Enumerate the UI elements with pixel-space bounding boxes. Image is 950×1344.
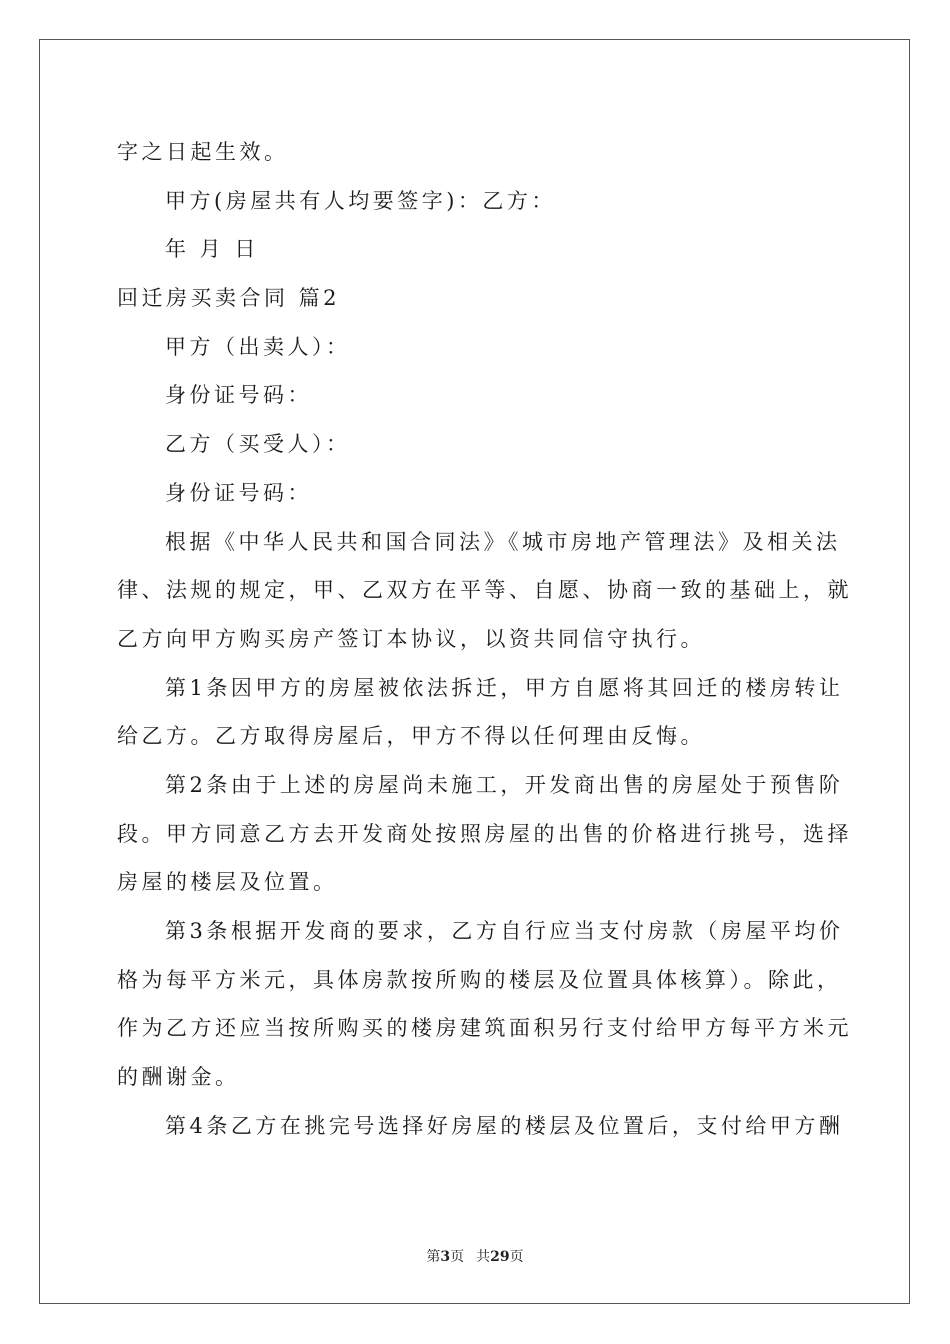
text-line: 字之日起生效。 <box>117 140 289 164</box>
article-3-line: 格为每平方米元，具体房款按所购的楼层及位置具体核算）。除此， <box>117 967 842 992</box>
page-suffix: 页 <box>450 1249 465 1265</box>
article-4-line: 第4条乙方在挑完号选择好房屋的楼层及位置后，支付给甲方酬 <box>165 1113 844 1138</box>
party-b-id-label: 身份证号码： <box>165 480 312 505</box>
party-b-label: 乙方（买受人）： <box>165 432 351 457</box>
paragraph-line: 乙方向甲方购买房产签订本协议，以资共同信守执行。 <box>117 626 705 651</box>
paragraph-line: 律、法规的规定，甲、乙双方在平等、自愿、协商一致的基础上，就 <box>117 578 852 603</box>
article-3-line: 作为乙方还应当按所购买的楼房建筑面积另行支付给甲方每平方米元 <box>117 1016 852 1041</box>
page-footer <box>0 1246 950 1266</box>
article-3-line: 的酬谢金。 <box>117 1065 240 1090</box>
date-line: 年 月 日 <box>165 237 259 262</box>
signature-line: 甲方(房屋共有人均要签字)：乙方： <box>165 188 556 213</box>
page-prefix: 第 <box>426 1249 441 1265</box>
total-suffix: 页 <box>509 1249 524 1265</box>
total-pages: 29 <box>490 1249 510 1265</box>
party-a-id-label: 身份证号码： <box>165 383 312 408</box>
page-number: 3 <box>440 1249 451 1265</box>
paragraph-line: 根据《中华人民共和国合同法》《城市房地产管理法》及相关法 <box>165 529 841 554</box>
article-2-line: 段。甲方同意乙方去开发商处按照房屋的出售的价格进行挑号，选择 <box>117 821 852 846</box>
article-2-line: 第2条由于上述的房屋尚未施工，开发商出售的房屋处于预售阶 <box>165 772 844 797</box>
article-2-line: 房屋的楼层及位置。 <box>117 870 338 895</box>
section-title: 回迁房买卖合同 篇2 <box>117 286 341 311</box>
article-3-line: 第3条根据开发商的要求，乙方自行应当支付房款（房屋平均价 <box>165 919 844 943</box>
total-prefix: 共 <box>476 1249 491 1265</box>
article-1-line: 给乙方。乙方取得房屋后，甲方不得以任何理由反悔。 <box>117 724 705 749</box>
document-body <box>117 128 852 1150</box>
party-a-label: 甲方（出卖人）： <box>165 334 351 359</box>
article-1-line: 第1条因甲方的房屋被依法拆迁，甲方自愿将其回迁的楼房转让 <box>165 675 844 700</box>
